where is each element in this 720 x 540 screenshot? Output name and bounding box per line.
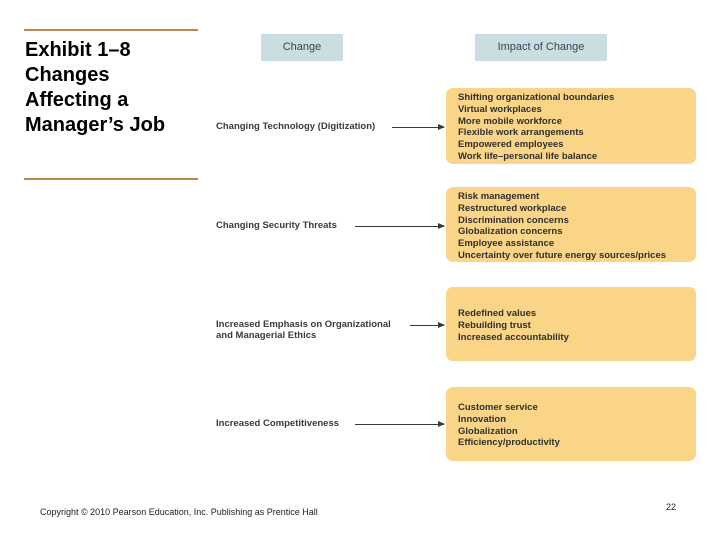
impact-item: Risk management	[458, 191, 540, 202]
impact-item: Globalization	[458, 425, 518, 437]
impact-item: Empowered employees	[458, 139, 564, 151]
impact-item: Employee assistance	[458, 238, 555, 250]
impact-item: Customer service	[458, 402, 538, 413]
impact-item: Shifting organizational boundaries	[458, 92, 615, 103]
impact-box-technology	[446, 88, 696, 164]
impact-item: Efficiency/productivity	[458, 437, 560, 449]
title-line-2: Changes	[25, 64, 110, 86]
arrow-security	[355, 226, 444, 227]
change-label-line: Changing Security Threats	[216, 220, 337, 231]
title-line-4: Manager’s Job	[25, 114, 166, 136]
change-header: Change	[261, 34, 343, 61]
impact-item: Uncertainty over future energy sources/prices	[458, 249, 667, 261]
change-label-line: Changing Technology (Digitization)	[216, 121, 376, 132]
arrow-technology	[392, 127, 444, 128]
impact-item: Discrimination concerns	[458, 214, 569, 226]
arrow-ethics	[410, 325, 444, 326]
title-line-1: Exhibit 1–8	[25, 39, 131, 61]
copyright-footer: Copyright © 2010 Pearson Education, Inc. Publishing as Prentice Hall	[40, 507, 318, 517]
impact-item: Increased accountability	[458, 331, 569, 343]
impact-box-ethics	[446, 287, 696, 361]
title-line-3: Affecting a	[25, 89, 129, 111]
impact-item: Flexible work arrangements	[458, 127, 584, 139]
top-divider	[24, 29, 198, 31]
impact-item: Globalization concerns	[458, 226, 563, 238]
impact-box-competitiveness	[446, 387, 696, 461]
change-label-ethics	[216, 319, 391, 341]
impact-item: Innovation	[458, 413, 507, 425]
impact-item: Restructured workplace	[458, 202, 567, 214]
impact-box-security	[446, 187, 696, 262]
impact-item: Work life–personal life balance	[458, 150, 598, 162]
change-label-line: and Managerial Ethics	[216, 330, 317, 341]
impact-header: Impact of Change	[475, 34, 607, 61]
change-label-technology	[216, 121, 375, 132]
bottom-divider	[24, 178, 198, 180]
slide-title	[25, 38, 205, 138]
impact-item: Virtual workplaces	[458, 103, 542, 115]
page-number: 22	[666, 502, 677, 512]
change-label-security	[216, 220, 337, 231]
arrow-competitiveness	[355, 424, 444, 425]
change-label-competitiveness	[216, 418, 339, 429]
impact-item: Redefined values	[458, 308, 537, 319]
change-label-line: Increased Emphasis on Organizational	[216, 319, 391, 330]
impact-item: More mobile workforce	[458, 115, 562, 127]
impact-item: Rebuilding trust	[458, 319, 531, 331]
change-label-line: Increased Competitiveness	[216, 418, 340, 429]
